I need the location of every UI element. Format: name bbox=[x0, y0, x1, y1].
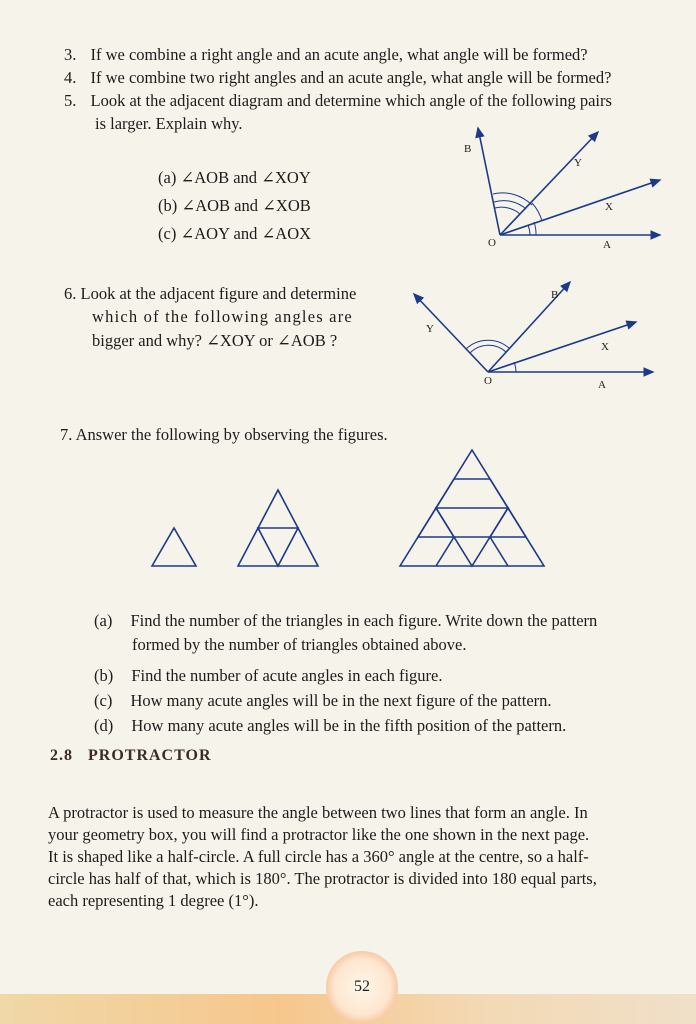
section-title: PROTRACTOR bbox=[88, 747, 212, 764]
part-label: (a) bbox=[94, 611, 113, 630]
label-x: X bbox=[605, 201, 613, 213]
part-text: Find the number of acute angles in each figure. bbox=[131, 666, 443, 685]
question-6-line-2: which of the following angles are bbox=[92, 307, 353, 326]
q5-option-a: (a) ∠AOB and ∠XOY bbox=[158, 168, 311, 187]
q7-part-a-continued: formed by the number of triangles obtained above. bbox=[132, 635, 467, 654]
angle-diagram-q6 bbox=[408, 276, 668, 391]
label-a: A bbox=[598, 379, 606, 391]
question-text: If we combine a right angle and an acute angle, what angle will be formed? bbox=[90, 45, 588, 64]
question-number: 5. bbox=[64, 91, 77, 110]
section-heading bbox=[50, 747, 212, 765]
q7-part-d bbox=[94, 715, 566, 737]
part-text: How many acute angles will be in the fifth position of the pattern. bbox=[131, 716, 567, 735]
question-text: If we combine two right angles and an acute angle, what angle will be formed? bbox=[90, 68, 612, 87]
label-y: Y bbox=[426, 323, 434, 335]
label-b: B bbox=[551, 289, 559, 301]
angle-diagram-q5 bbox=[450, 120, 670, 260]
paragraph-line: It is shaped like a half-circle. A full circle has a 360° angle at the centre, so a half- bbox=[48, 847, 589, 866]
q7-part-a bbox=[94, 610, 597, 632]
label-y: Y bbox=[574, 157, 582, 169]
paragraph-line: your geometry box, you will find a protractor like the one shown in the next page. bbox=[48, 825, 590, 844]
question-6-line-3: bigger and why? ∠XOY or ∠AOB ? bbox=[92, 331, 338, 350]
question-3 bbox=[64, 44, 588, 66]
label-o: O bbox=[488, 237, 496, 249]
label-b: B bbox=[464, 143, 472, 155]
page-number: 52 bbox=[354, 978, 370, 995]
question-number: 4. bbox=[64, 68, 77, 87]
question-7-title: 7. Answer the following by observing the figures. bbox=[60, 425, 388, 444]
label-a: A bbox=[603, 239, 611, 251]
page-number-badge bbox=[326, 951, 398, 1023]
q5-option-b: (b) ∠AOB and ∠XOB bbox=[158, 196, 311, 215]
question-4 bbox=[64, 67, 611, 89]
part-label: (c) bbox=[94, 691, 113, 710]
part-text: Find the number of the triangles in each figure. Write down the pattern bbox=[130, 611, 598, 630]
label-o: O bbox=[484, 375, 492, 387]
part-label: (d) bbox=[94, 716, 114, 735]
q5-option-c: (c) ∠AOY and ∠AOX bbox=[158, 224, 312, 243]
q7-part-c bbox=[94, 690, 552, 712]
part-label: (b) bbox=[94, 666, 114, 685]
question-6-line-1: 6. Look at the adjacent figure and determine bbox=[64, 284, 357, 303]
paragraph-line: circle has half of that, which is 180°. The protractor is divided into 180 equal parts, bbox=[48, 869, 597, 888]
part-text: How many acute angles will be in the next figure of the pattern. bbox=[130, 691, 552, 710]
section-number: 2.8 bbox=[50, 747, 73, 764]
q7-part-b bbox=[94, 665, 442, 687]
paragraph-line: each representing 1 degree (1°). bbox=[48, 891, 259, 910]
question-number: 3. bbox=[64, 45, 77, 64]
question-text: Look at the adjacent diagram and determine which angle of the following pairs bbox=[90, 91, 612, 110]
paragraph-line: A protractor is used to measure the angle between two lines that form an angle. In bbox=[48, 803, 588, 822]
question-5-continued: is larger. Explain why. bbox=[95, 114, 243, 133]
label-x: X bbox=[601, 341, 609, 353]
triangle-pattern-figures bbox=[130, 444, 590, 584]
question-5 bbox=[64, 90, 612, 112]
